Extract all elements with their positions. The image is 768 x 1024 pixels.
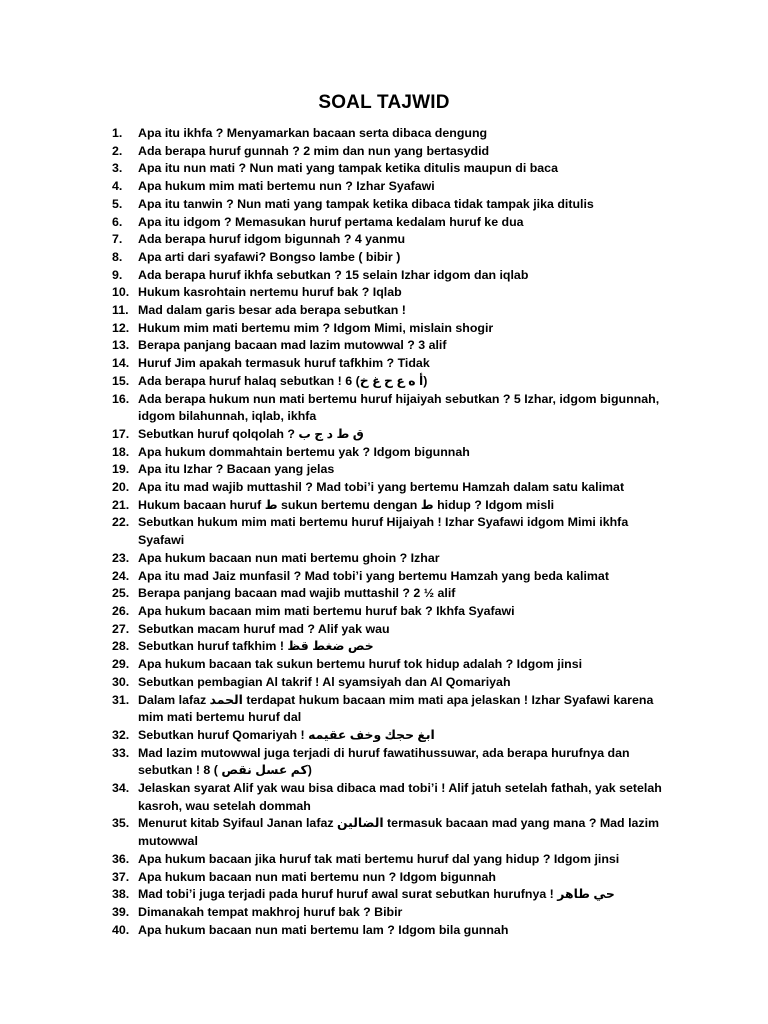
list-item xyxy=(112,160,672,178)
list-item xyxy=(112,869,672,887)
item-number: 24. xyxy=(112,568,130,583)
list-item xyxy=(112,302,672,320)
item-number: 22. xyxy=(112,515,130,530)
item-text: Mad lazim mutowwal juga terjadi di huruf fawatihussuwar, ada berapa hurufnya dan sebutkan ! 8 ( كم عسل نقص) xyxy=(138,745,630,778)
item-text: Dalam lafaz الحمد terdapat hukum bacaan mim mati apa jelaskan ! Izhar Syafawi karena mim mati bertemu huruf dal xyxy=(138,692,654,725)
item-number: 25. xyxy=(112,586,130,601)
item-number: 7. xyxy=(112,232,123,247)
item-number: 21. xyxy=(112,497,130,512)
list-item xyxy=(112,497,672,515)
item-text: Dimanakah tempat makhroj huruf bak ? Bibir xyxy=(138,904,403,919)
page-title: SOAL TAJWID xyxy=(318,92,450,113)
item-text: Apa hukum mim mati bertemu nun ? Izhar Syafawi xyxy=(138,179,435,194)
item-number: 38. xyxy=(112,887,130,902)
list-item xyxy=(112,851,672,869)
item-text: Apa itu mad Jaiz munfasil ? Mad tobi’i yang bertemu Hamzah yang beda kalimat xyxy=(138,568,609,583)
item-number: 8. xyxy=(112,249,123,264)
item-text: Sebutkan huruf qolqolah ? ق ط د ج ب xyxy=(138,426,364,441)
item-number: 39. xyxy=(112,904,130,919)
list-item xyxy=(112,922,672,940)
list-item xyxy=(112,514,672,549)
list-item xyxy=(112,674,672,692)
list-item xyxy=(112,231,672,249)
item-number: 6. xyxy=(112,214,123,229)
list-item xyxy=(112,355,672,373)
list-item xyxy=(112,780,672,815)
item-text: Ada berapa huruf gunnah ? 2 mim dan nun yang bertasydid xyxy=(138,143,490,158)
item-number: 4. xyxy=(112,179,123,194)
list-item xyxy=(112,461,672,479)
item-text: Apa itu Izhar ? Bacaan yang jelas xyxy=(138,462,335,477)
item-number: 5. xyxy=(112,196,123,211)
item-number: 3. xyxy=(112,161,123,176)
item-text: Ada berapa huruf ikhfa sebutkan ? 15 selain Izhar idgom dan iqlab xyxy=(138,267,529,282)
item-number: 29. xyxy=(112,657,130,672)
item-number: 23. xyxy=(112,550,130,565)
list-item xyxy=(112,444,672,462)
list-item xyxy=(112,815,672,850)
list-item xyxy=(112,727,672,745)
item-text: Apa itu tanwin ? Nun mati yang tampak ketika dibaca tidak tampak jika ditulis xyxy=(138,196,594,211)
list-item xyxy=(112,337,672,355)
item-text: Huruf Jim apakah termasuk huruf tafkhim ? Tidak xyxy=(138,356,430,371)
list-item xyxy=(112,550,672,568)
item-text: Apa hukum bacaan mim mati bertemu huruf bak ? Ikhfa Syafawi xyxy=(138,603,515,618)
item-text: Apa itu idgom ? Memasukan huruf pertama kedalam huruf ke dua xyxy=(138,214,524,229)
item-number: 10. xyxy=(112,285,130,300)
item-number: 20. xyxy=(112,480,130,495)
list-item xyxy=(112,638,672,656)
list-item xyxy=(112,426,672,444)
list-item xyxy=(112,373,672,391)
item-number: 36. xyxy=(112,851,130,866)
item-number: 37. xyxy=(112,869,130,884)
item-number: 32. xyxy=(112,727,130,742)
item-text: Mad tobi’i juga terjadi pada huruf huruf awal surat sebutkan hurufnya ! حي طاهر xyxy=(138,887,615,902)
list-item xyxy=(112,656,672,674)
list-item xyxy=(112,391,672,426)
item-text: Sebutkan pembagian Al takrif ! Al syamsiyah dan Al Qomariyah xyxy=(138,674,511,689)
item-text: Hukum kasrohtain nertemu huruf bak ? Iqlab xyxy=(138,285,402,300)
item-text: Apa hukum bacaan nun mati bertemu ghoin ? Izhar xyxy=(138,550,440,565)
list-item xyxy=(112,284,672,302)
list-item xyxy=(112,745,672,780)
item-number: 16. xyxy=(112,391,130,406)
list-item xyxy=(112,267,672,285)
item-number: 2. xyxy=(112,143,123,158)
item-text: Sebutkan macam huruf mad ? Alif yak wau xyxy=(138,621,390,636)
item-number: 27. xyxy=(112,621,130,636)
item-text: Apa hukum bacaan nun mati bertemu lam ? Idgom bila gunnah xyxy=(138,922,509,937)
item-number: 30. xyxy=(112,674,130,689)
item-number: 40. xyxy=(112,922,130,937)
item-text: Ada berapa huruf idgom bigunnah ? 4 yanmu xyxy=(138,232,406,247)
list-item xyxy=(112,692,672,727)
item-text: Ada berapa hukum nun mati bertemu huruf hijaiyah sebutkan ? 5 Izhar, idgom bigunnah, idgom bilahunnah, iqlab, ikhfa xyxy=(138,391,660,424)
list-item xyxy=(112,479,672,497)
item-text: Berapa panjang bacaan mad wajib muttashil ? 2 ½ alif xyxy=(138,586,456,601)
item-text: Ada berapa huruf halaq sebutkan ! 6 (أ ه ع ح غ خ) xyxy=(138,373,428,388)
item-number: 35. xyxy=(112,816,130,831)
item-text: Sebutkan hukum mim mati bertemu huruf Hijaiyah ! Izhar Syafawi idgom Mimi ikhfa Syafawi xyxy=(138,515,629,548)
question-list xyxy=(112,125,672,939)
item-text: Apa itu mad wajib muttashil ? Mad tobi’i yang bertemu Hamzah dalam satu kalimat xyxy=(138,480,625,495)
item-text: Sebutkan huruf tafkhim ! خص ضغط قظ xyxy=(138,639,374,654)
item-text: Mad dalam garis besar ada berapa sebutkan ! xyxy=(138,303,406,318)
item-number: 31. xyxy=(112,692,130,707)
item-number: 34. xyxy=(112,781,130,796)
list-item xyxy=(112,886,672,904)
list-item xyxy=(112,249,672,267)
item-number: 19. xyxy=(112,462,130,477)
item-number: 1. xyxy=(112,126,123,140)
item-number: 13. xyxy=(112,338,130,353)
item-text: Apa hukum dommahtain bertemu yak ? Idgom bigunnah xyxy=(138,444,470,459)
item-number: 28. xyxy=(112,639,130,654)
item-number: 9. xyxy=(112,267,123,282)
item-text: Jelaskan syarat Alif yak wau bisa dibaca mad tobi’i ! Alif jatuh setelah fathah, yak setelah kasroh, wau setelah dommah xyxy=(138,781,662,813)
item-text: Berapa panjang bacaan mad lazim mutowwal ? 3 alif xyxy=(138,338,447,353)
item-number: 12. xyxy=(112,320,130,335)
list-item xyxy=(112,904,672,922)
item-text: Apa itu nun mati ? Nun mati yang tampak ketika ditulis maupun di baca xyxy=(138,161,558,176)
list-item xyxy=(112,320,672,338)
list-item xyxy=(112,196,672,214)
list-item xyxy=(112,603,672,621)
item-text: Hukum mim mati bertemu mim ? Idgom Mimi, mislain shogir xyxy=(138,320,494,335)
item-text: Apa hukum bacaan tak sukun bertemu huruf tok hidup adalah ? Idgom jinsi xyxy=(138,657,583,672)
item-number: 26. xyxy=(112,603,130,618)
list-item xyxy=(112,143,672,161)
item-number: 15. xyxy=(112,373,130,388)
item-text: Apa arti dari syafawi? Bongso lambe ( bibir ) xyxy=(138,249,401,264)
item-text: Apa hukum bacaan nun mati bertemu nun ? Idgom bigunnah xyxy=(138,869,496,884)
list-item xyxy=(112,585,672,603)
item-number: 11. xyxy=(112,303,129,318)
item-number: 17. xyxy=(112,426,130,441)
item-number: 18. xyxy=(112,444,130,459)
list-item xyxy=(112,568,672,586)
item-text: Hukum bacaan huruf ط sukun bertemu dengan ط hidup ? Idgom misli xyxy=(138,497,555,512)
list-item xyxy=(112,178,672,196)
list-item xyxy=(112,125,672,143)
list-item xyxy=(112,621,672,639)
item-text: Apa itu ikhfa ? Menyamarkan bacaan serta dibaca dengung xyxy=(138,126,488,140)
list-item xyxy=(112,214,672,232)
item-number: 33. xyxy=(112,745,130,760)
item-text: Sebutkan huruf Qomariyah ! ابغ حجك وخف عقيمه xyxy=(138,727,435,742)
item-text: Menurut kitab Syifaul Janan lafaz الضالين termasuk bacaan mad yang mana ? Mad lazim mutowwal xyxy=(138,816,660,849)
item-text: Apa hukum bacaan jika huruf tak mati bertemu huruf dal yang hidup ? Idgom jinsi xyxy=(138,851,620,866)
item-number: 14. xyxy=(112,356,130,371)
